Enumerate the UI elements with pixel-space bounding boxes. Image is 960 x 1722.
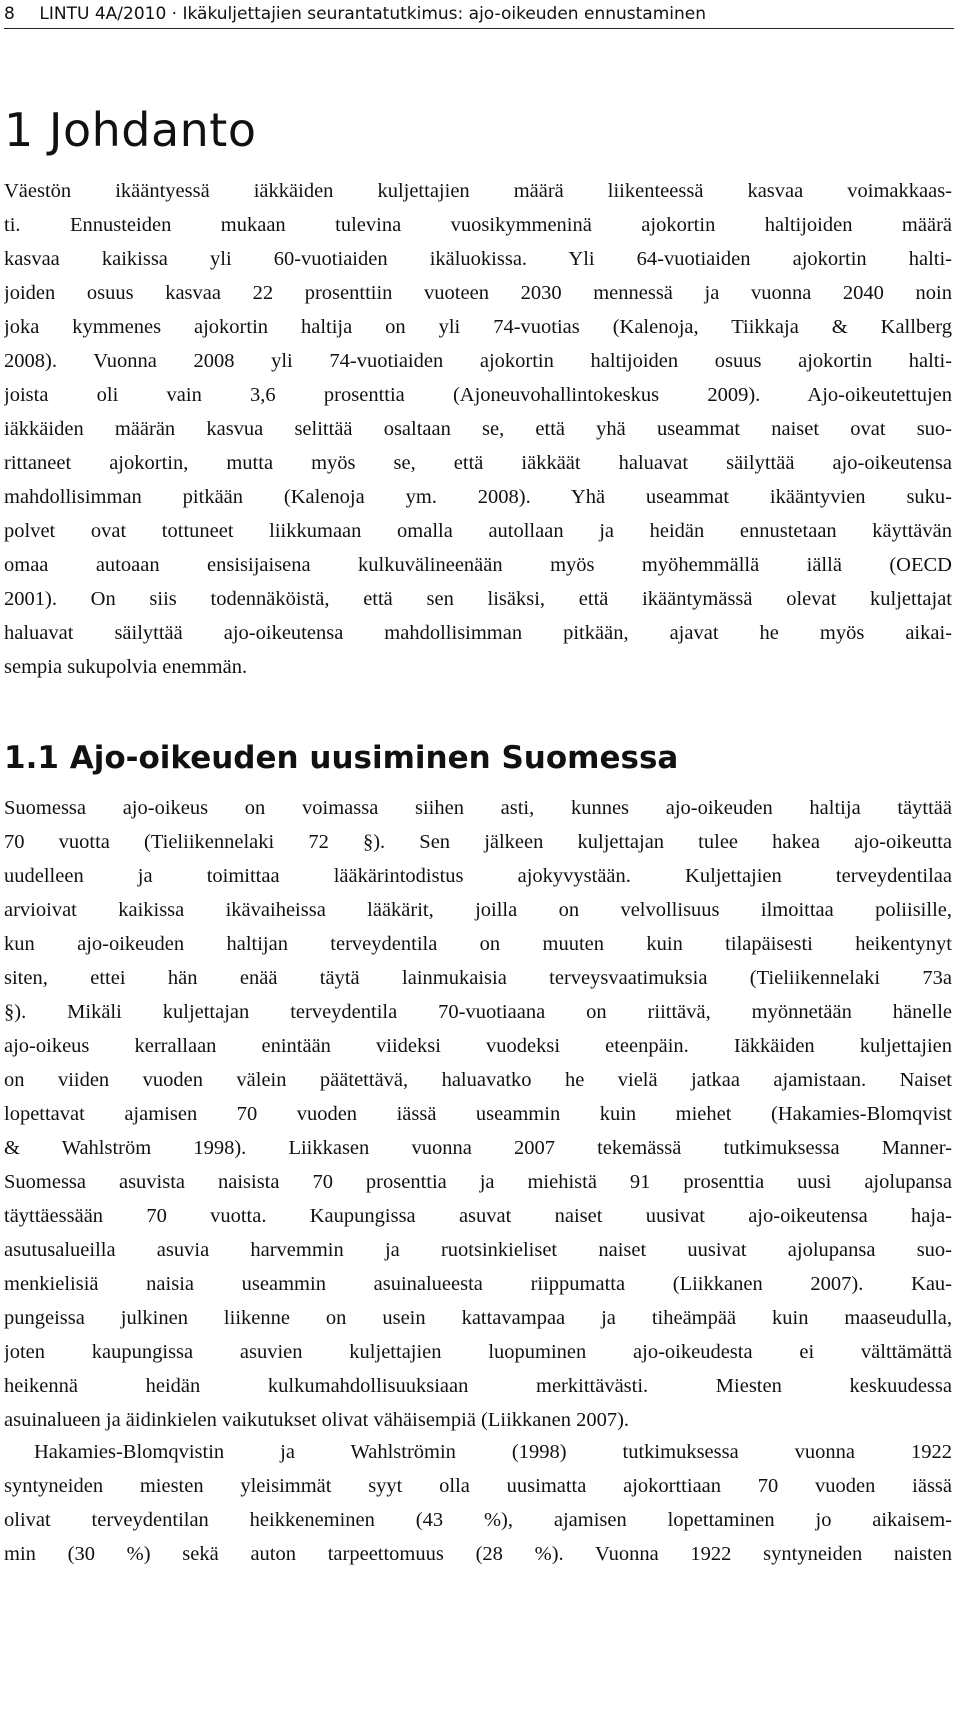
text-line: täyttäessään 70 vuotta. Kaupungissa asuvat naiset uusivat ajo-oikeutensa haja- bbox=[4, 1205, 952, 1227]
text-line: joten kaupungissa asuvien kuljettajien luopuminen ajo-oikeudesta ei välttämättä bbox=[4, 1341, 952, 1363]
text-line: asutusalueilla asuvia harvemmin ja ruotsinkieliset naiset uusivat ajolupansa suo- bbox=[4, 1239, 952, 1261]
text-line: kasvaa kaikissa yli 60-vuotiaiden ikäluokissa. Yli 64-vuotiaiden ajokortin halti- bbox=[4, 248, 952, 270]
text-line: Väestön ikääntyessä iäkkäiden kuljettajien määrä liikenteessä kasvaa voimakkaas- bbox=[4, 180, 952, 202]
text-line: kun ajo-oikeuden haltijan terveydentila on muuten kuin tilapäisesti heikentynyt bbox=[4, 933, 952, 955]
text-line: ajo-oikeus kerrallaan enintään viideksi vuodeksi eteenpäin. Iäkkäiden kuljettajien bbox=[4, 1035, 952, 1057]
section-title: 1.1 Ajo-oikeuden uusiminen Suomessa bbox=[4, 740, 679, 776]
text-line: omaa autoaan ensisijaisena kulkuvälineenään myös myöhemmällä iällä (OECD bbox=[4, 554, 952, 576]
continuation-paragraph bbox=[4, 1435, 952, 1571]
text-line: uudelleen ja toimittaa lääkärintodistus ajokyvystään. Kuljettajien terveydentilaa bbox=[4, 865, 952, 887]
intro-paragraph bbox=[4, 174, 952, 684]
text-line: Suomessa ajo-oikeus on voimassa siihen asti, kunnes ajo-oikeuden haltija täyttää bbox=[4, 797, 952, 819]
text-line: syntyneiden miesten yleisimmät syyt olla uusimatta ajokorttiaan 70 vuoden iässä bbox=[4, 1475, 952, 1497]
text-line: min (30 %) sekä auton tarpeettomuus (28 %). Vuonna 1922 syntyneiden naisten bbox=[4, 1543, 952, 1565]
text-line: haluavat säilyttää ajo-oikeutensa mahdollisimman pitkään, ajavat he myös aikai- bbox=[4, 622, 952, 644]
text-line: arvioivat kaikissa ikävaiheissa lääkärit, joilla on velvollisuus ilmoittaa poliisille, bbox=[4, 899, 952, 921]
text-line: mahdollisimman pitkään (Kalenoja ym. 2008). Yhä useammat ikääntyvien suku- bbox=[4, 486, 952, 508]
text-line: joka kymmenes ajokortin haltija on yli 74-vuotias (Kalenoja, Tiikkaja & Kallberg bbox=[4, 316, 952, 338]
running-header bbox=[4, 2, 954, 29]
text-line: Suomessa asuvista naisista 70 prosenttia ja miehistä 91 prosenttia uusi ajolupansa bbox=[4, 1171, 952, 1193]
text-line: asuinalueen ja äidinkielen vaikutukset olivat vähäisempiä (Liikkanen 2007). bbox=[4, 1409, 630, 1431]
text-line: polvet ovat tottuneet liikkumaan omalla autollaan ja heidän ennustetaan käyttävän bbox=[4, 520, 952, 542]
text-line: Hakamies-Blomqvistin ja Wahlströmin (1998) tutkimuksessa vuonna 1922 bbox=[34, 1441, 952, 1463]
text-line: olivat terveydentilan heikkeneminen (43 %), ajamisen lopettaminen jo aikaisem- bbox=[4, 1509, 952, 1531]
text-line: siten, ettei hän enää täytä lainmukaisia terveysvaatimuksia (Tieliikennelaki 73a bbox=[4, 967, 952, 989]
text-line: 70 vuotta (Tieliikennelaki 72 §). Sen jälkeen kuljettajan tulee hakea ajo-oikeutta bbox=[4, 831, 952, 853]
text-line: heikennä heidän kulkumahdollisuuksiaan merkittävästi. Miesten keskuudessa bbox=[4, 1375, 952, 1397]
page-number: 8 bbox=[4, 4, 15, 24]
text-line: 2001). On siis todennäköistä, että sen lisäksi, että ikääntymässä olevat kuljettajat bbox=[4, 588, 952, 610]
text-line: lopettavat ajamisen 70 vuoden iässä useammin kuin miehet (Hakamies-Blomqvist bbox=[4, 1103, 952, 1125]
text-line: joista oli vain 3,6 prosenttia (Ajoneuvohallintokeskus 2009). Ajo-oikeutettujen bbox=[4, 384, 952, 406]
text-line: pungeissa julkinen liikenne on usein kattavampaa ja tiheämpää kuin maaseudulla, bbox=[4, 1307, 952, 1329]
text-line: rittaneet ajokortin, mutta myös se, että iäkkäät haluavat säilyttää ajo-oikeutensa bbox=[4, 452, 952, 474]
text-line: & Wahlström 1998). Liikkasen vuonna 2007 tekemässä tutkimuksessa Manner- bbox=[4, 1137, 952, 1159]
text-line: on viiden vuoden välein päätettävä, haluavatko he vielä jatkaa ajamistaan. Naiset bbox=[4, 1069, 952, 1091]
text-line: ti. Ennusteiden mukaan tulevina vuosikymmeninä ajokortin haltijoiden määrä bbox=[4, 214, 952, 236]
text-line: sempia sukupolvia enemmän. bbox=[4, 656, 248, 678]
section-paragraph bbox=[4, 791, 952, 1437]
text-line: iäkkäiden määrän kasvua selittää osaltaan se, että yhä useammat naiset ovat suo- bbox=[4, 418, 952, 440]
text-line: §). Mikäli kuljettajan terveydentila 70-vuotiaana on riittävä, myönnetään hänelle bbox=[4, 1001, 952, 1023]
running-title: LINTU 4A/2010 · Ikäkuljettajien seurantatutkimus: ajo-oikeuden ennustaminen bbox=[39, 4, 706, 24]
chapter-title: 1 Johdanto bbox=[4, 103, 257, 157]
text-line: joiden osuus kasvaa 22 prosenttiin vuoteen 2030 mennessä ja vuonna 2040 noin bbox=[4, 282, 952, 304]
text-line: menkielisiä naisia useammin asuinalueesta riippumatta (Liikkanen 2007). Kau- bbox=[4, 1273, 952, 1295]
text-line: 2008). Vuonna 2008 yli 74-vuotiaiden ajokortin haltijoiden osuus ajokortin halti- bbox=[4, 350, 952, 372]
